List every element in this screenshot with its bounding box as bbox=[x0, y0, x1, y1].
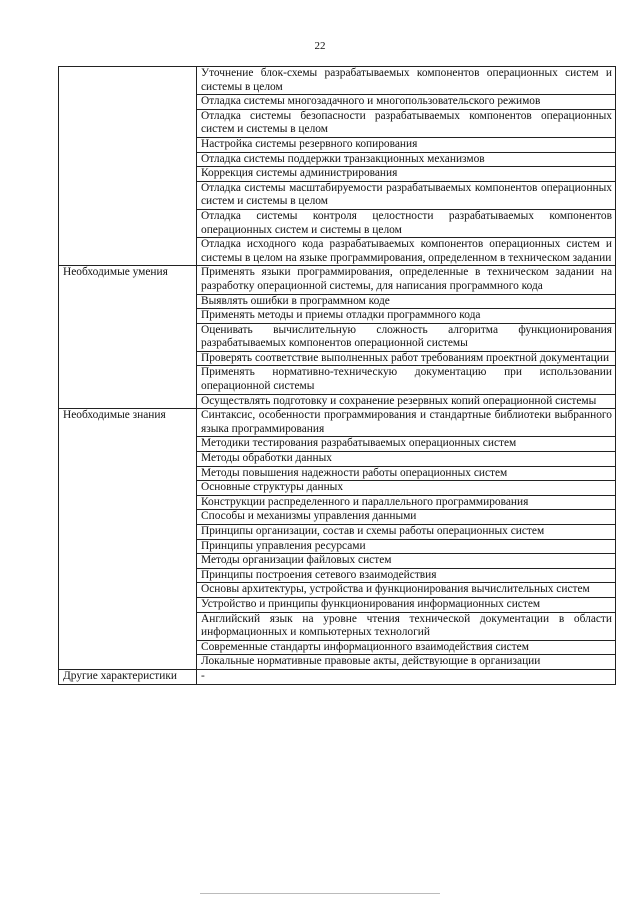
section-item: Коррекция системы администрирования bbox=[197, 167, 616, 182]
section-item: Синтаксис, особенности программирования и стандартные библиотеки выбранного языка программирования bbox=[197, 409, 616, 437]
section-item: - bbox=[197, 669, 616, 684]
section-label: Необходимые знания bbox=[59, 409, 197, 670]
section-item: Выявлять ошибки в программном коде bbox=[197, 294, 616, 309]
section-item: Отладка системы масштабируемости разрабатываемых компонентов операционных систем и системы в целом bbox=[197, 181, 616, 209]
section-item: Принципы организации, состав и схемы работы операционных систем bbox=[197, 525, 616, 540]
page-number: 22 bbox=[314, 40, 326, 52]
section-item: Устройство и принципы функционирования информационных систем bbox=[197, 597, 616, 612]
section-label: Необходимые умения bbox=[59, 266, 197, 409]
section-item: Отладка системы поддержки транзакционных механизмов bbox=[197, 152, 616, 167]
section-item: Способы и механизмы управления данными bbox=[197, 510, 616, 525]
section-item: Отладка системы многозадачного и многопользовательского режимов bbox=[197, 95, 616, 110]
section-item: Методы обработки данных bbox=[197, 452, 616, 467]
section-item: Локальные нормативные правовые акты, действующие в организации bbox=[197, 655, 616, 670]
section-item: Основные структуры данных bbox=[197, 481, 616, 496]
section-item: Методики тестирования разрабатываемых операционных систем bbox=[197, 437, 616, 452]
section-item: Английский язык на уровне чтения технической документации в области информационных и компьютерных технологий bbox=[197, 612, 616, 640]
section-item: Отладка системы контроля целостности разрабатываемых компонентов операционных систем и системы в целом bbox=[197, 209, 616, 237]
section-item: Применять методы и приемы отладки программного кода bbox=[197, 309, 616, 324]
section-item: Принципы управления ресурсами bbox=[197, 539, 616, 554]
section-item: Настройка системы резервного копирования bbox=[197, 137, 616, 152]
section-label bbox=[59, 67, 197, 266]
section-item: Применять языки программирования, определенные в техническом задании на разработку операционной системы, для написания программного кода bbox=[197, 266, 616, 294]
section-item: Методы организации файловых систем bbox=[197, 554, 616, 569]
scan-edge-line bbox=[200, 893, 440, 894]
section-item: Отладка исходного кода разрабатываемых компонентов операционных систем и системы в целом на языке программирования, определенном в техническом задании bbox=[197, 238, 616, 266]
section-item: Методы повышения надежности работы операционных систем bbox=[197, 466, 616, 481]
table-row bbox=[59, 669, 616, 684]
section-item: Уточнение блок-схемы разрабатываемых компонентов операционных систем и системы в целом bbox=[197, 67, 616, 95]
section-item: Применять нормативно-техническую документацию при использовании операционной системы bbox=[197, 366, 616, 394]
section-item: Конструкции распределенного и параллельного программирования bbox=[197, 495, 616, 510]
section-item: Основы архитектуры, устройства и функционирования вычислительных систем bbox=[197, 583, 616, 598]
section-item: Современные стандарты информационного взаимодействия систем bbox=[197, 640, 616, 655]
table-row bbox=[59, 409, 616, 437]
section-item: Отладка системы безопасности разрабатываемых компонентов операционных систем и системы в целом bbox=[197, 109, 616, 137]
table-row bbox=[59, 266, 616, 294]
section-item: Оценивать вычислительную сложность алгоритма функционирования разрабатываемых компонентов операционной системы bbox=[197, 323, 616, 351]
table-row bbox=[59, 67, 616, 95]
competency-table bbox=[58, 66, 616, 685]
section-item: Проверять соответствие выполненных работ требованиям проектной документации bbox=[197, 351, 616, 366]
competency-table-body bbox=[59, 67, 616, 685]
section-label: Другие характеристики bbox=[59, 669, 197, 684]
section-item: Принципы построения сетевого взаимодействия bbox=[197, 568, 616, 583]
section-item: Осуществлять подготовку и сохранение резервных копий операционной системы bbox=[197, 394, 616, 409]
